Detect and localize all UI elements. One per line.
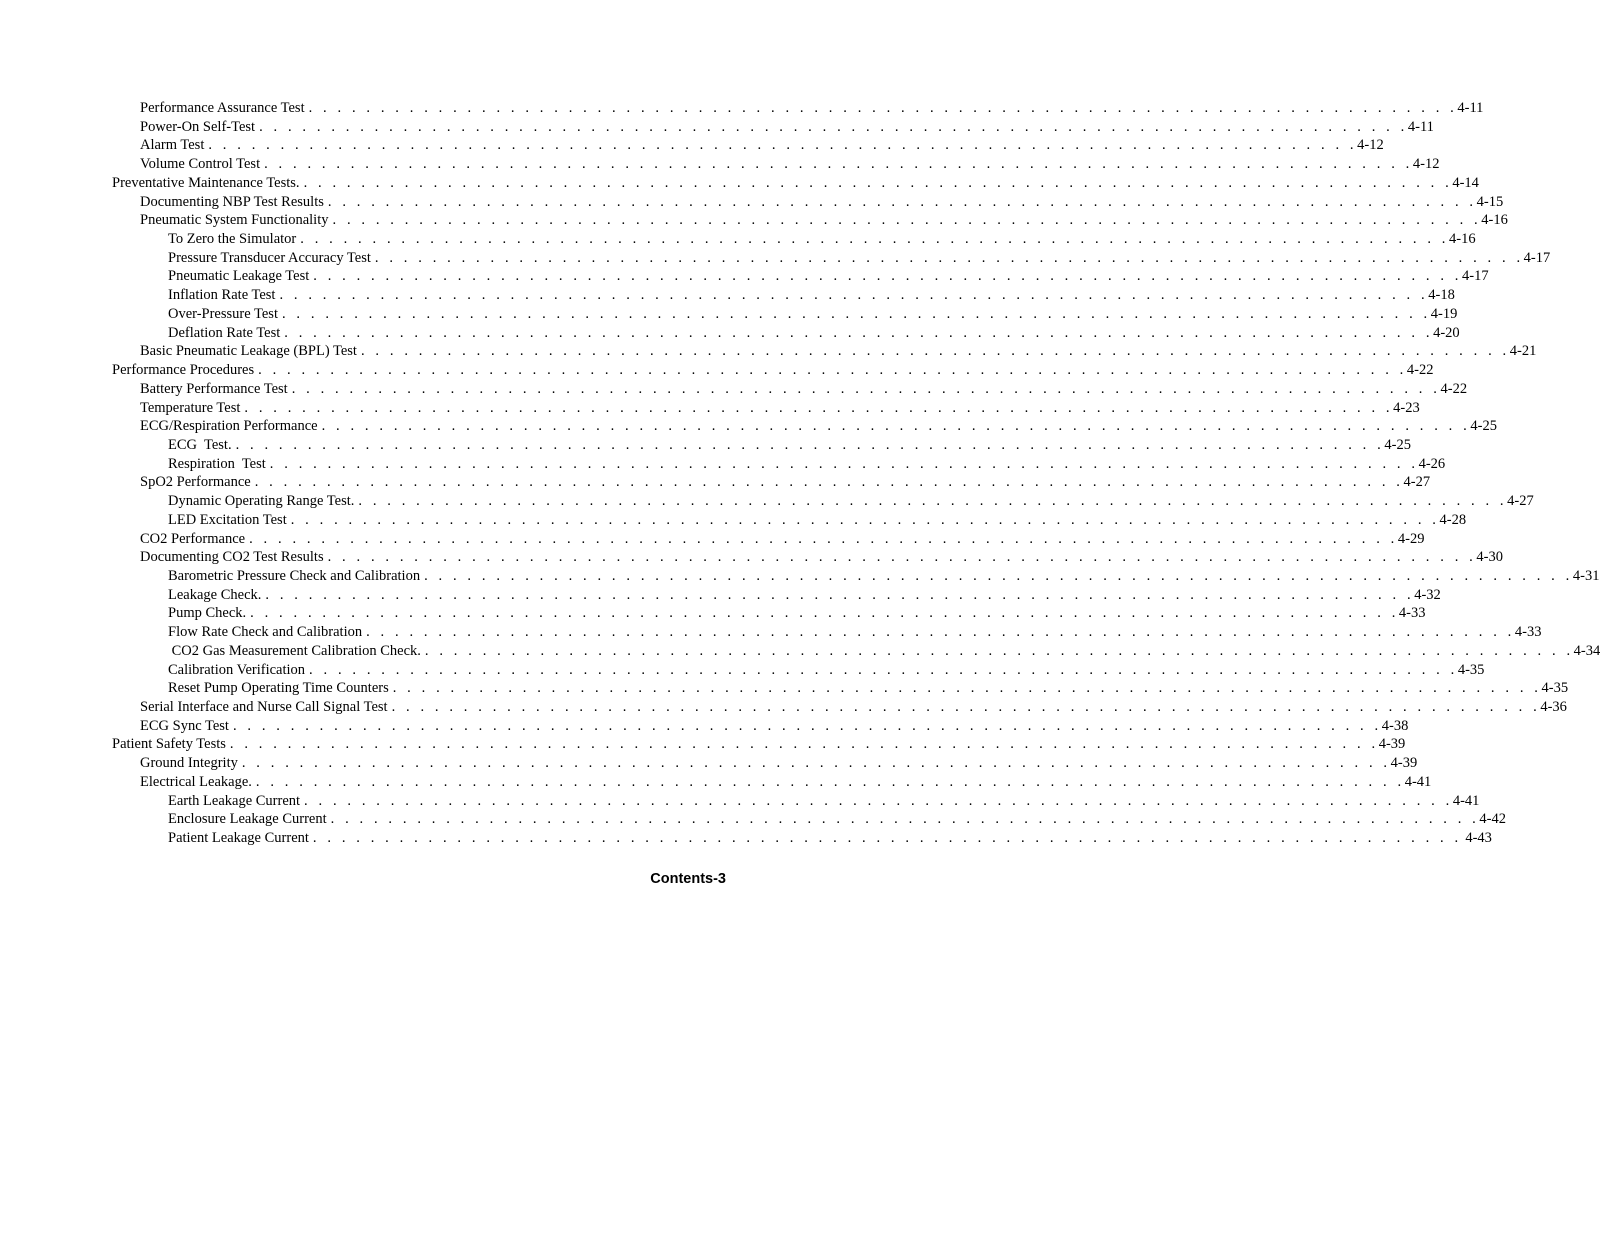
toc-entry[interactable] <box>112 118 1434 137</box>
toc-entry-page: 4-12 <box>1357 137 1384 154</box>
toc-entry-page: 4-32 <box>1414 586 1441 603</box>
toc-entry-page: 4-25 <box>1384 436 1411 453</box>
toc-entry-page: 4-23 <box>1393 399 1420 416</box>
page-footer-label: Contents-3 <box>650 871 726 887</box>
toc-entry-page: 4-18 <box>1428 287 1455 304</box>
toc-dot-leader: . . . . . . . . . . . . . . . . . . . . . . . . . . . . . . . . . . . . . . . . . . . . . . . . . . . . . . . . . . . . . . . . . . . . . . . . . . . . . . . . <box>254 474 1404 491</box>
toc-entry-page: 4-36 <box>1540 699 1567 715</box>
toc-dot-leader: . . . . . . . . . . . . . . . . . . . . . . . . . . . . . . . . . . . . . . . . . . . . . . . . . . . . . . . . . . . . . . . . . . . . . . . . . . . . . . . . <box>232 717 1382 734</box>
toc-entry-page: 4-41 <box>1452 792 1480 809</box>
table-of-contents <box>112 99 1600 848</box>
toc-dot-leader: . . . . . . . . . . . . . . . . . . . . . . . . . . . . . . . . . . . . . . . . . . . . . . . . . . . . . . . . . . . . . . . . . . . . . . . . . . . . . . . . <box>374 249 1524 266</box>
toc-entry-page: 4-42 <box>1479 811 1506 828</box>
toc-entry-page: 4-33 <box>1514 624 1542 641</box>
toc-dot-leader: . . . . . . . . . . . . . . . . . . . . . . . . . . . . . . . . . . . . . . . . . . . . . . . . . . . . . . . . . . . . . . . . . . . . . . . . . . . . . . . . <box>360 343 1510 360</box>
toc-entry[interactable] <box>112 492 1534 511</box>
toc-entry-title: ECG/Respiration Performance <box>140 418 318 435</box>
toc-entry-page: 4-27 <box>1403 474 1431 491</box>
toc-entry-page: 4-33 <box>1398 605 1426 622</box>
toc-entry-title: CO2 Performance <box>140 530 246 547</box>
toc-entry-title: Deflation Rate Test <box>168 324 281 341</box>
toc-entry[interactable] <box>112 735 1406 754</box>
toc-entry-title: Volume Control Test <box>140 156 261 173</box>
toc-entry-title: Power-On Self-Test <box>140 118 256 135</box>
toc-entry[interactable] <box>112 642 1600 661</box>
toc-entry[interactable] <box>112 773 1432 792</box>
toc-entry[interactable] <box>112 361 1434 380</box>
toc-entry-page: 4-34 <box>1573 642 1600 659</box>
toc-entry-title: Performance Procedures <box>112 362 255 379</box>
toc-dot-leader: . . . . . . . . . . . . . . . . . . . . . . . . . . . . . . . . . . . . . . . . . . . . . . . . . . . . . . . . . . . . . . . . . . . . . . . . . . . . . . . . <box>291 380 1441 397</box>
toc-entry-page: 4-39 <box>1378 736 1406 753</box>
toc-entry[interactable] <box>112 436 1411 455</box>
toc-entry[interactable] <box>112 211 1508 230</box>
toc-dot-leader: . . . . . . . . . . . . . . . . . . . . . . . . . . . . . . . . . . . . . . . . . . . . . . . . . . . . . . . . . . . . . . . . . . . . . . . . . . . . . . . . <box>313 268 1463 285</box>
toc-dot-leader: . . . . . . . . . . . . . . . . . . . . . . . . . . . . . . . . . . . . . . . . . . . . . . . . . . . . . . . . . . . . . . . . . . . . . . . . . . . . . . . . <box>327 193 1477 210</box>
toc-entry-title: CO2 Gas Measurement Calibration Check. <box>168 642 421 659</box>
toc-dot-leader: . . . . . . . . . . . . . . . . . . . . . . . . . . . . . . . . . . . . . . . . . . . . . . . . . . . . . . . . . . . . . . . . . . . . . . . . . . . . . . . . <box>258 362 1407 379</box>
toc-entry[interactable] <box>112 193 1504 212</box>
toc-entry-title: Basic Pneumatic Leakage (BPL) Test <box>140 343 357 360</box>
toc-entry-page: 4-15 <box>1476 193 1504 210</box>
toc-entry-title: Barometric Pressure Check and Calibration <box>168 567 421 584</box>
toc-entry-title: Patient Leakage Current <box>168 830 309 847</box>
toc-dot-leader: . . . . . . . . . . . . . . . . . . . . . . . . . . . . . . . . . . . . . . . . . . . . . . . . . . . . . . . . . . . . . . . . . . . . . . . . . . . . . . . . <box>391 699 1541 715</box>
toc-dot-leader: . . . . . . . . . . . . . . . . . . . . . . . . . . . . . . . . . . . . . . . . . . . . . . . . . . . . . . . . . . . . . . . . . . . . . . . . . . . . . . . . <box>392 680 1542 697</box>
toc-dot-leader: . . . . . . . . . . . . . . . . . . . . . . . . . . . . . . . . . . . . . . . . . . . . . . . . . . . . . . . . . . . . . . . . . . . . . . . . . . . . . . . . <box>304 792 1453 809</box>
toc-entry[interactable] <box>112 249 1551 268</box>
toc-dot-leader: . . . . . . . . . . . . . . . . . . . . . . . . . . . . . . . . . . . . . . . . . . . . . . . . . . . . . . . . . . . . . . . . . . . . . . . . . . . . . . . . <box>366 624 1515 641</box>
toc-entry-title: Reset Pump Operating Time Counters <box>168 680 389 697</box>
toc-entry[interactable] <box>112 717 1409 736</box>
toc-entry-title: Performance Assurance Test <box>140 100 305 116</box>
toc-entry[interactable] <box>112 417 1497 436</box>
toc-entry[interactable] <box>112 586 1441 605</box>
toc-entry-page: 4-43 <box>1461 830 1492 847</box>
toc-entry-title: Calibration Verification <box>168 661 306 678</box>
toc-dot-leader: . . . . . . . . . . . . . . . . . . . . . . . . . . . . . . . . . . . . . . . . . . . . . . . . . . . . . . . . . . . . . . . . . . . . . . . . . . . . . . . . <box>309 661 1458 678</box>
toc-entry-title: Pump Check. <box>168 605 247 622</box>
toc-entry-page: 4-21 <box>1509 343 1537 360</box>
toc-dot-leader: . . . . . . . . . . . . . . . . . . . . . . . . . . . . . . . . . . . . . . . . . . . . . . . . . . . . . . . . . . . . . . . . . . . . . . . . . . . . . . . . <box>235 436 1385 453</box>
toc-entry-title: Dynamic Operating Range Test. <box>168 493 355 510</box>
toc-entry[interactable] <box>112 661 1485 680</box>
toc-entry[interactable] <box>112 155 1440 174</box>
toc-entry-title: Preventative Maintenance Tests. <box>112 174 300 191</box>
toc-dot-leader: . . . . . . . . . . . . . . . . . . . . . . . . . . . . . . . . . . . . . . . . . . . . . . . . . . . . . . . . . . . . . . . . . . . . . . . . . . . . . . . . <box>332 212 1482 229</box>
toc-entry-page: 4-25 <box>1470 418 1497 435</box>
toc-dot-leader: . . . . . . . . . . . . . . . . . . . . . . . . . . . . . . . . . . . . . . . . . . . . . . . . . . . . . . . . . . . . . . . . . . . . . . . . . . . . . . . . <box>290 511 1440 528</box>
toc-entry[interactable] <box>112 530 1425 549</box>
toc-entry[interactable] <box>112 136 1384 155</box>
toc-entry[interactable] <box>112 567 1600 586</box>
toc-entry-page: 4-11 <box>1457 100 1484 116</box>
toc-entry[interactable] <box>112 399 1420 418</box>
toc-entry-title: Pressure Transducer Accuracy Test <box>168 249 371 266</box>
toc-entry-title: Electrical Leakage. <box>140 773 252 790</box>
toc-entry-title: ECG Sync Test <box>140 717 229 734</box>
toc-entry[interactable] <box>112 174 1479 193</box>
toc-entry-page: 4-16 <box>1449 231 1476 248</box>
toc-entry-title: Pneumatic Leakage Test <box>168 268 310 285</box>
toc-entry-page: 4-26 <box>1418 455 1446 472</box>
toc-entry-title: Over-Pressure Test <box>168 305 278 322</box>
toc-dot-leader: . . . . . . . . . . . . . . . . . . . . . . . . . . . . . . . . . . . . . . . . . . . . . . . . . . . . . . . . . . . . . . . . . . . . . . . . . . . . . . . . <box>259 118 1408 135</box>
toc-entry[interactable] <box>112 267 1489 286</box>
toc-entry-title: Patient Safety Tests <box>112 736 226 753</box>
toc-dot-leader: . . . . . . . . . . . . . . . . . . . . . . . . . . . . . . . . . . . . . . . . . . . . . . . . . . . . . . . . . . . . . . . . . . . . . . . . . . . . . . . . <box>308 100 1458 116</box>
toc-dot-leader: . . . . . . . . . . . . . . . . . . . . . . . . . . . . . . . . . . . . . . . . . . . . . . . . . . . . . . . . . . . . . . . . . . . . . . . . . . . . . . . . <box>255 773 1405 790</box>
toc-entry-title: SpO2 Performance <box>140 474 251 491</box>
toc-dot-leader: . . . . . . . . . . . . . . . . . . . . . . . . . . . . . . . . . . . . . . . . . . . . . . . . . . . . . . . . . . . . . . . . . . . . . . . . . . . . . . . . <box>330 811 1480 828</box>
toc-entry-title: Temperature Test <box>140 399 241 416</box>
toc-entry-page: 4-35 <box>1541 680 1569 697</box>
toc-entry[interactable] <box>112 305 1458 324</box>
toc-entry-page: 4-11 <box>1407 118 1434 135</box>
toc-entry-page: 4-28 <box>1439 511 1467 528</box>
toc-entry[interactable] <box>112 324 1460 343</box>
toc-dot-leader: . . . . . . . . . . . . . . . . . . . . . . . . . . . . . . . . . . . . . . . . . . . . . . . . . . . . . . . . . . . . . . . . . . . . . . . . . . . . . . . . <box>250 605 1399 622</box>
toc-entry[interactable] <box>112 698 1567 717</box>
toc-entry-title: Pneumatic System Functionality <box>140 212 329 229</box>
toc-dot-leader: . . . . . . . . . . . . . . . . . . . . . . . . . . . . . . . . . . . . . . . . . . . . . . . . . . . . . . . . . . . . . . . . . . . . . . . . . . . . . . . . <box>244 399 1394 416</box>
toc-entry[interactable] <box>112 230 1476 249</box>
toc-dot-leader: . . . . . . . . . . . . . . . . . . . . . . . . . . . . . . . . . . . . . . . . . . . . . . . . . . . . . . . . . . . . . . . . . . . . . . . . . . . . . . . . <box>279 287 1429 304</box>
toc-dot-leader: . . . . . . . . . . . . . . . . . . . . . . . . . . . . . . . . . . . . . . . . . . . . . . . . . . . . . . . . . . . . . . . . . . . . . . . . . . . . . . . . <box>321 418 1471 435</box>
toc-dot-leader: . . . . . . . . . . . . . . . . . . . . . . . . . . . . . . . . . . . . . . . . . . . . . . . . . . . . . . . . . . . . . . . . . . . . . . . . . . . . . . . . <box>269 455 1419 472</box>
toc-entry-page: 4-38 <box>1381 717 1409 734</box>
toc-entry[interactable] <box>112 511 1467 530</box>
toc-dot-leader: . . . . . . . . . . . . . . . . . . . . . . . . . . . . . . . . . . . . . . . . . . . . . . . . . . . . . . . . . . . . . . . . . . . . . . . . . . . . . . . . <box>265 586 1415 603</box>
toc-entry[interactable] <box>112 380 1468 399</box>
toc-dot-leader: . . . . . . . . . . . . . . . . . . . . . . . . . . . . . . . . . . . . . . . . . . . . . . . . . . . . . . . . . . . . . . . . . . . . . . . . . . . . . . . . <box>312 830 1462 847</box>
toc-dot-leader: . . . . . . . . . . . . . . . . . . . . . . . . . . . . . . . . . . . . . . . . . . . . . . . . . . . . . . . . . . . . . . . . . . . . . . . . . . . . . . . . <box>281 305 1431 322</box>
toc-dot-leader: . . . . . . . . . . . . . . . . . . . . . . . . . . . . . . . . . . . . . . . . . . . . . . . . . . . . . . . . . . . . . . . . . . . . . . . . . . . . . . . . <box>424 567 1573 584</box>
toc-entry-page: 4-30 <box>1476 549 1503 566</box>
toc-entry-title: Serial Interface and Nurse Call Signal Test <box>140 699 388 715</box>
toc-dot-leader: . . . . . . . . . . . . . . . . . . . . . . . . . . . . . . . . . . . . . . . . . . . . . . . . . . . . . . . . . . . . . . . . . . . . . . . . . . . . . . . . <box>264 156 1413 173</box>
toc-dot-leader: . . . . . . . . . . . . . . . . . . . . . . . . . . . . . . . . . . . . . . . . . . . . . . . . . . . . . . . . . . . . . . . . . . . . . . . . . . . . . . . . <box>358 493 1508 510</box>
toc-entry-page: 4-41 <box>1404 773 1432 790</box>
toc-dot-leader: . . . . . . . . . . . . . . . . . . . . . . . . . . . . . . . . . . . . . . . . . . . . . . . . . . . . . . . . . . . . . . . . . . . . . . . . . . . . . . . . <box>284 324 1434 341</box>
toc-entry-title: Documenting CO2 Test Results <box>140 549 324 566</box>
toc-entry-title: Flow Rate Check and Calibration <box>168 624 363 641</box>
toc-entry-page: 4-20 <box>1433 324 1460 341</box>
toc-entry[interactable] <box>112 754 1418 773</box>
toc-entry-title: Leakage Check. <box>168 586 262 603</box>
toc-entry[interactable] <box>112 342 1537 361</box>
toc-entry[interactable] <box>112 810 1506 829</box>
toc-entry-title: Respiration Test <box>168 455 266 472</box>
toc-entry-title: Documenting NBP Test Results <box>140 193 324 210</box>
toc-entry-page: 4-22 <box>1406 362 1434 379</box>
toc-entry-page: 4-19 <box>1430 305 1458 322</box>
toc-entry-page: 4-17 <box>1462 268 1489 285</box>
toc-entry[interactable] <box>112 604 1426 623</box>
toc-dot-leader: . . . . . . . . . . . . . . . . . . . . . . . . . . . . . . . . . . . . . . . . . . . . . . . . . . . . . . . . . . . . . . . . . . . . . . . . . . . . . . . . <box>300 231 1450 248</box>
toc-entry[interactable] <box>112 548 1503 567</box>
toc-entry-title: To Zero the Simulator <box>168 231 297 248</box>
toc-dot-leader: . . . . . . . . . . . . . . . . . . . . . . . . . . . . . . . . . . . . . . . . . . . . . . . . . . . . . . . . . . . . . . . . . . . . . . . . . . . . . . . . <box>424 642 1574 659</box>
toc-entry-title: Earth Leakage Current <box>168 792 301 809</box>
toc-entry-title: Enclosure Leakage Current <box>168 811 327 828</box>
toc-entry-page: 4-22 <box>1440 380 1468 397</box>
toc-dot-leader: . . . . . . . . . . . . . . . . . . . . . . . . . . . . . . . . . . . . . . . . . . . . . . . . . . . . . . . . . . . . . . . . . . . . . . . . . . . . . . . . <box>208 137 1358 154</box>
toc-dot-leader: . . . . . . . . . . . . . . . . . . . . . . . . . . . . . . . . . . . . . . . . . . . . . . . . . . . . . . . . . . . . . . . . . . . . . . . . . . . . . . . . <box>327 549 1477 566</box>
toc-entry-page: 4-27 <box>1507 493 1534 510</box>
toc-entry-title: Ground Integrity <box>140 755 238 772</box>
toc-entry-page: 4-16 <box>1481 212 1508 229</box>
toc-dot-leader: . . . . . . . . . . . . . . . . . . . . . . . . . . . . . . . . . . . . . . . . . . . . . . . . . . . . . . . . . . . . . . . . . . . . . . . . . . . . . . . . <box>241 755 1391 772</box>
toc-entry-page: 4-35 <box>1457 661 1485 678</box>
toc-entry-page: 4-14 <box>1452 174 1479 191</box>
toc-entry-title: ECG Test. <box>168 436 232 453</box>
toc-entry[interactable] <box>112 99 1484 118</box>
toc-entry[interactable] <box>112 473 1431 492</box>
toc-entry-page: 4-39 <box>1390 755 1418 772</box>
toc-dot-leader: . . . . . . . . . . . . . . . . . . . . . . . . . . . . . . . . . . . . . . . . . . . . . . . . . . . . . . . . . . . . . . . . . . . . . . . . . . . . . . . . <box>229 736 1379 753</box>
toc-entry-title: LED Excitation Test <box>168 511 287 528</box>
toc-entry-title: Alarm Test <box>140 137 205 154</box>
toc-entry[interactable] <box>112 286 1455 305</box>
toc-entry-page: 4-17 <box>1523 249 1551 266</box>
toc-entry[interactable] <box>112 623 1542 642</box>
toc-dot-leader: . . . . . . . . . . . . . . . . . . . . . . . . . . . . . . . . . . . . . . . . . . . . . . . . . . . . . . . . . . . . . . . . . . . . . . . . . . . . . . . . <box>249 530 1398 547</box>
toc-entry[interactable] <box>112 829 1492 848</box>
toc-entry[interactable] <box>112 455 1446 474</box>
toc-dot-leader: . . . . . . . . . . . . . . . . . . . . . . . . . . . . . . . . . . . . . . . . . . . . . . . . . . . . . . . . . . . . . . . . . . . . . . . . . . . . . . . . <box>303 174 1453 191</box>
toc-entry-page: 4-12 <box>1412 156 1440 173</box>
toc-entry[interactable] <box>112 679 1569 698</box>
toc-entry-page: 4-31 <box>1572 567 1600 584</box>
toc-entry[interactable] <box>112 792 1480 811</box>
toc-entry-title: Inflation Rate Test <box>168 287 276 304</box>
toc-entry-title: Battery Performance Test <box>140 380 288 397</box>
toc-entry-page: 4-29 <box>1397 530 1425 547</box>
